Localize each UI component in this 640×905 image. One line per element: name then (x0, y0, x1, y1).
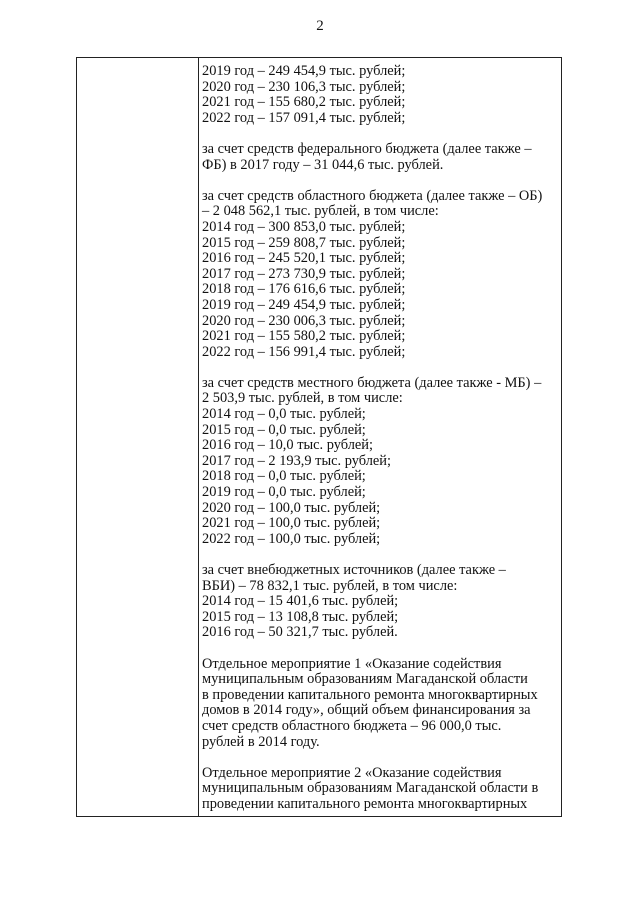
page-number: 2 (316, 18, 324, 34)
paragraph-line: за счет средств местного бюджета (далее также - МБ) – (202, 374, 542, 391)
paragraph-line: ФБ) в 2017 году – 31 044,6 тыс. рублей. (202, 156, 444, 173)
measure-2-paragraph (202, 766, 557, 813)
list-item: 2021 год – 155 680,2 тыс. рублей; (202, 94, 406, 111)
list-item: 2020 год – 230 106,3 тыс. рублей; (202, 78, 406, 95)
extrabudgetary-paragraph (202, 563, 557, 641)
continued-years-list (202, 64, 557, 126)
paragraph-line: муниципальным образованиям Магаданской области (202, 671, 528, 688)
paragraph-line: за счет внебюджетных источников (далее также – (202, 562, 506, 578)
paragraph-line: счет средств областного бюджета – 96 000,0 тыс. (202, 717, 502, 734)
local-budget-paragraph (202, 376, 557, 548)
paragraph-line: Отдельное мероприятие 2 «Оказание содействия (202, 764, 502, 781)
list-item: 2015 год – 259 808,7 тыс. рублей; (202, 234, 406, 251)
paragraph-line: домов в 2014 году», общий объем финансирования за (202, 702, 531, 719)
list-item: 2014 год – 15 401,6 тыс. рублей; (202, 593, 399, 610)
document-table (76, 57, 562, 817)
list-item: 2021 год – 155 580,2 тыс. рублей; (202, 328, 406, 345)
paragraph-line: муниципальным образованиям Магаданской области в (202, 780, 539, 797)
paragraph-line: ВБИ) – 78 832,1 тыс. рублей, в том числе: (202, 577, 458, 594)
list-item: 2019 год – 249 454,9 тыс. рублей; (202, 296, 406, 313)
list-item: 2016 год – 245 520,1 тыс. рублей; (202, 250, 406, 267)
list-item: 2015 год – 13 108,8 тыс. рублей; (202, 608, 399, 625)
list-item: 2015 год – 0,0 тыс. рублей; (202, 421, 366, 438)
list-item: 2016 год – 50 321,7 тыс. рублей. (202, 624, 398, 641)
regional-budget-paragraph (202, 189, 557, 361)
paragraph-line: в проведении капитального ремонта многоквартирных (202, 686, 538, 703)
table-right-column (199, 58, 561, 816)
paragraph-line: 2 503,9 тыс. рублей, в том числе: (202, 390, 403, 407)
paragraph-line: проведении капитального ремонта многоквартирных (202, 795, 528, 812)
list-item: 2019 год – 0,0 тыс. рублей; (202, 484, 366, 501)
list-item: 2022 год – 156 991,4 тыс. рублей; (202, 343, 406, 360)
table-left-column (77, 58, 199, 816)
paragraph-line: – 2 048 562,1 тыс. рублей, в том числе: (202, 203, 439, 220)
list-item: 2022 год – 100,0 тыс. рублей; (202, 530, 381, 547)
paragraph-line: Отдельное мероприятие 1 «Оказание содействия (202, 655, 502, 672)
list-item: 2016 год – 10,0 тыс. рублей; (202, 437, 373, 454)
list-item: 2020 год – 230 006,3 тыс. рублей; (202, 312, 406, 329)
list-item: 2018 год – 0,0 тыс. рублей; (202, 468, 366, 485)
paragraph-line: за счет средств федерального бюджета (далее также – (202, 140, 532, 157)
paragraph-line: рублей в 2014 году. (202, 733, 320, 750)
list-item: 2018 год – 176 616,6 тыс. рублей; (202, 281, 406, 298)
measure-1-paragraph (202, 657, 557, 751)
list-item: 2020 год – 100,0 тыс. рублей; (202, 499, 381, 516)
list-item: 2017 год – 273 730,9 тыс. рублей; (202, 265, 406, 282)
list-item: 2019 год – 249 454,9 тыс. рублей; (202, 63, 406, 79)
list-item: 2017 год – 2 193,9 тыс. рублей; (202, 452, 391, 469)
list-item: 2014 год – 300 853,0 тыс. рублей; (202, 218, 406, 235)
list-item: 2022 год – 157 091,4 тыс. рублей; (202, 109, 406, 126)
list-item: 2014 год – 0,0 тыс. рублей; (202, 406, 366, 423)
paragraph-line: за счет средств областного бюджета (далее также – ОБ) (202, 187, 543, 204)
federal-budget-paragraph (202, 142, 557, 173)
list-item: 2021 год – 100,0 тыс. рублей; (202, 515, 381, 532)
